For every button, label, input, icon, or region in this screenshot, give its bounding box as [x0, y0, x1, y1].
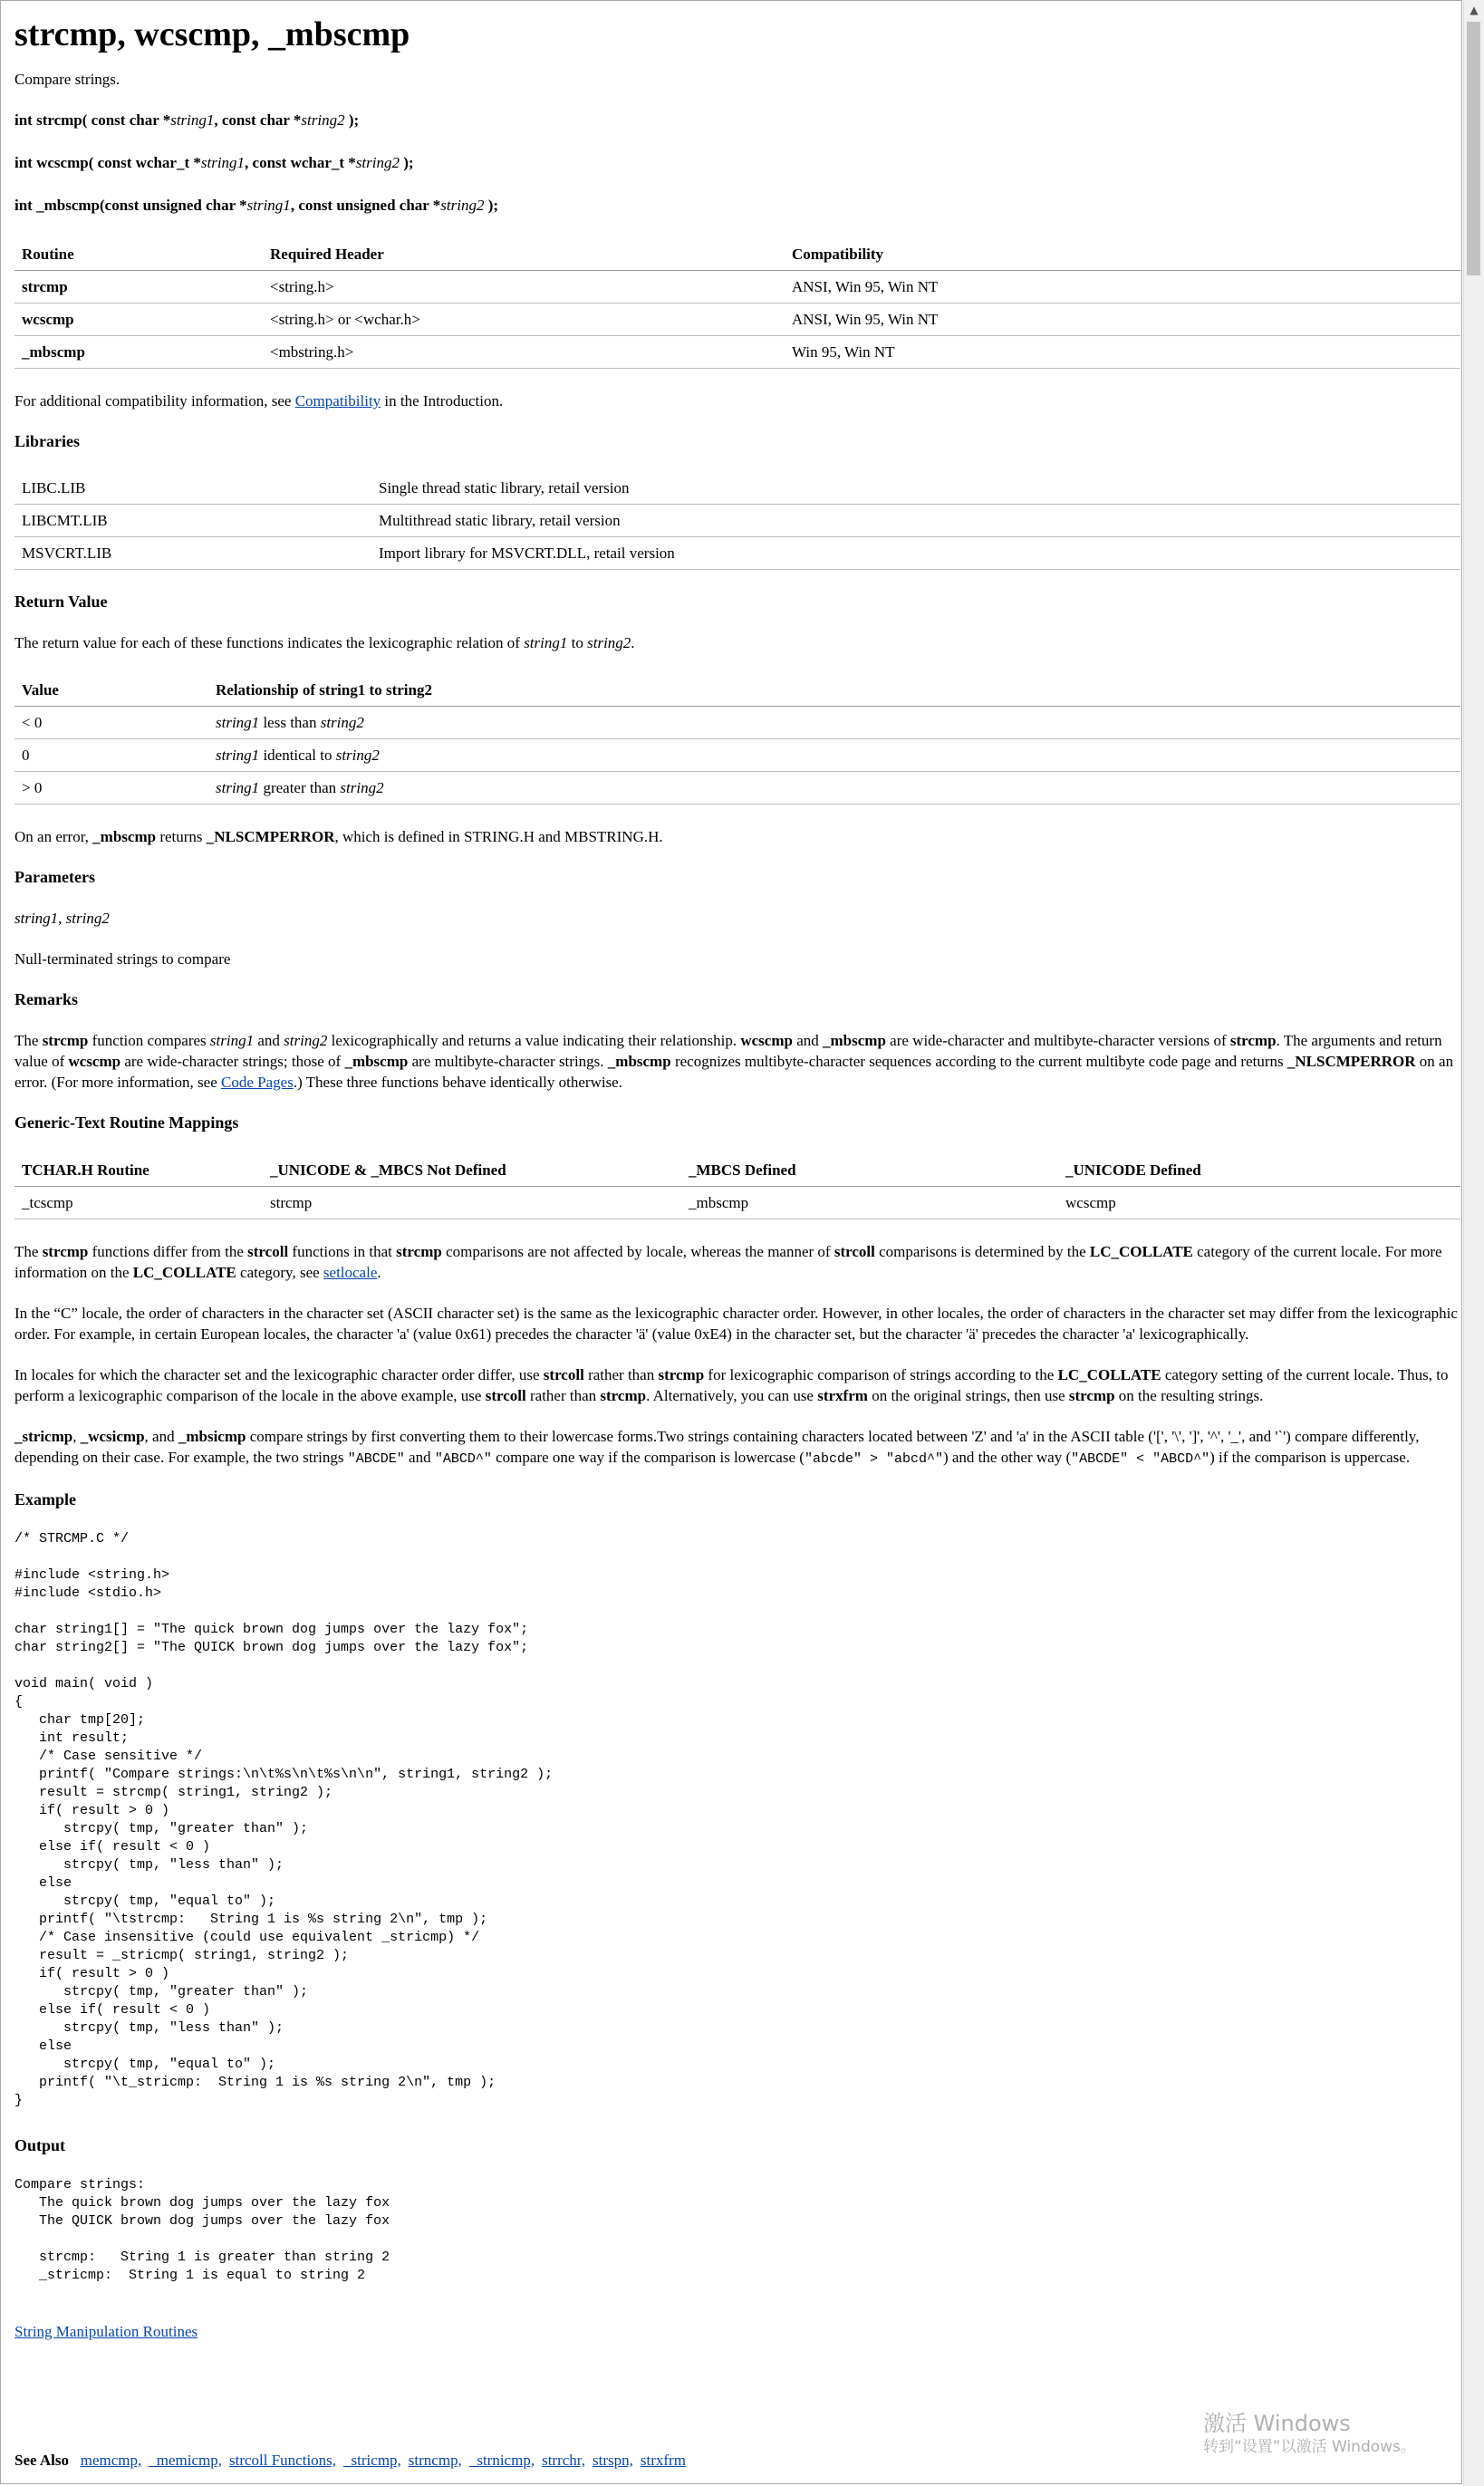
- proto-arg2: string2: [355, 154, 400, 171]
- bold-term: _mbscmp: [823, 1032, 886, 1049]
- proto-arg2: string2: [301, 111, 345, 129]
- table-cell: strcmp: [263, 1187, 681, 1219]
- text-run: comparisons is determined by the: [874, 1243, 1090, 1260]
- text-run: functions differ from the: [88, 1243, 248, 1260]
- example-heading: Example: [14, 1490, 77, 1508]
- text-run: and: [254, 1032, 284, 1049]
- see-also-link[interactable]: strspn,: [593, 2452, 633, 2469]
- proto-arg2: string2: [440, 197, 485, 214]
- column-header: Value: [14, 673, 208, 707]
- compatibility-table: [14, 237, 1460, 369]
- vertical-scrollbar[interactable]: [1463, 0, 1484, 2486]
- table-cell: <mbstring.h>: [263, 336, 785, 369]
- see-also-link[interactable]: memcmp,: [80, 2452, 142, 2469]
- text-run: ) if the comparison is uppercase.: [1209, 1449, 1411, 1466]
- table-cell: _tcscmp: [14, 1187, 263, 1219]
- table-cell: Import library for MSVCRT.DLL, retail version: [371, 537, 1460, 570]
- table-cell: [14, 271, 263, 304]
- table-cell: _mbscmp: [681, 1187, 1058, 1219]
- rel-arg1: string1: [216, 714, 260, 731]
- inline-code: "abcde" > "abcd^": [804, 1451, 943, 1467]
- table-cell: ANSI, Win 95, Win NT: [785, 271, 1460, 304]
- rv-intro-mid: to: [567, 634, 588, 651]
- table-header-row: [14, 673, 1460, 707]
- proto-text: , const wchar_t *: [245, 154, 356, 171]
- proto-text: int strcmp( const char *: [14, 111, 171, 129]
- text-run: category setting of the current locale. Thus, to perform a lexicographic comparison of the locale in the above example, use: [14, 1366, 1449, 1404]
- routines-paragraph: [14, 2321, 1460, 2342]
- table-cell: [14, 304, 263, 336]
- text-run: rather than: [525, 1387, 601, 1404]
- text-run: for lexicographic comparison of strings according to the: [704, 1366, 1058, 1383]
- bold-term: _mbsicmp: [178, 1428, 246, 1445]
- text-run: on an error. (For more information, see: [14, 1053, 1454, 1091]
- remarks-paragraph-3: [14, 1426, 1460, 1469]
- text-run: ,: [72, 1428, 81, 1445]
- mappings-heading: Generic-Text Routine Mappings: [14, 1113, 239, 1132]
- table-row: [14, 772, 1460, 805]
- rel-text: greater than: [259, 779, 341, 796]
- text-run: compare one way if the comparison is lowercase (: [491, 1449, 805, 1466]
- table-cell: <string.h>: [263, 271, 785, 304]
- prototypes: [14, 110, 1460, 216]
- relationship-cell: [208, 739, 1460, 772]
- text-run: compare strings by first converting them to their lowercase forms.Two strings containing characters located between 'Z' and 'a' in the ASCII table ('[', '\', ']', '^', '_', and '`') compare differently, depending on their case. For example, the two strings: [14, 1428, 1420, 1466]
- watermark-line1: 激活 Windows: [1203, 2411, 1351, 2436]
- bold-term: strcmp: [1068, 1387, 1115, 1404]
- table-cell: <string.h> or <wchar.h>: [263, 304, 785, 336]
- text-run: The: [14, 1243, 43, 1260]
- text-run: , and: [144, 1428, 178, 1445]
- see-also-link[interactable]: strxfrm: [640, 2452, 686, 2469]
- rv-intro-text: The return value for each of these functions indicates the lexicographic relation of: [14, 634, 525, 651]
- error-note-text: On an error,: [14, 828, 93, 845]
- summary: Compare strings.: [14, 71, 120, 88]
- string-routines-link[interactable]: String Manipulation Routines: [14, 2323, 198, 2340]
- routine-name: strcmp: [22, 278, 68, 295]
- bold-term: _mbscmp: [344, 1053, 409, 1070]
- table-row: [14, 304, 1460, 336]
- bold-term: strcoll: [543, 1366, 584, 1383]
- see-also-link[interactable]: _stricmp,: [343, 2452, 401, 2469]
- return-value-cell: 0: [14, 739, 208, 772]
- compatibility-link[interactable]: Compatibility: [294, 392, 381, 410]
- proto-text: , const unsigned char *: [290, 197, 441, 214]
- text-run: and: [792, 1032, 824, 1049]
- error-note-fn: _mbscmp: [92, 828, 157, 845]
- bold-term: strcmp: [1229, 1032, 1277, 1049]
- inline-link[interactable]: Code Pages: [221, 1074, 294, 1091]
- table-row: [14, 472, 1460, 505]
- bold-term: _mbscmp: [607, 1053, 671, 1070]
- text-run: In the “C” locale, the order of characters in the character set (ASCII character set) is the same as the lexicographic character order. However, in other locales, the order of characters in the character set may differ from the lexicographic order. For example, in certain European locales, the character 'a' (value 0x61) precedes the character 'ä' (value 0xE4) in the character set, but the character 'ä' precedes the character 'a' lexicographically.: [14, 1305, 1458, 1343]
- bold-term: _wcsicmp: [80, 1428, 145, 1445]
- column-header: Relationship of string1 to string2: [208, 673, 1460, 707]
- proto-arg1: string1: [246, 197, 291, 214]
- rel-arg1: string1: [216, 779, 260, 796]
- text-run: are multibyte-character strings.: [408, 1053, 608, 1070]
- remarks-paragraph-0: [14, 1241, 1460, 1283]
- parameter-names-text: string1, string2: [14, 910, 110, 927]
- libraries-heading: Libraries: [14, 432, 80, 450]
- remarks-details: [14, 1241, 1460, 1469]
- text-run: functions in that: [288, 1243, 397, 1260]
- error-note: [14, 826, 1460, 847]
- windows-activation-watermark: [1203, 2410, 1416, 2457]
- scroll-thumb[interactable]: [1467, 22, 1480, 275]
- table-cell: MSVCRT.LIB: [14, 537, 371, 570]
- rel-arg1: string1: [216, 747, 260, 764]
- table-row: [14, 336, 1460, 369]
- scroll-up-arrow-icon[interactable]: ▲: [1464, 0, 1484, 20]
- italic-term: string1: [209, 1032, 255, 1049]
- bold-term: LC_COLLATE: [1057, 1366, 1161, 1383]
- text-run: on the resulting strings.: [1114, 1387, 1264, 1404]
- proto-arg1: string1: [170, 111, 215, 129]
- see-also-link[interactable]: strncmp,: [408, 2452, 462, 2469]
- error-note-const: _NLSCMPERROR: [206, 828, 335, 845]
- proto-text: );: [344, 111, 360, 129]
- bold-term: wcscmp: [740, 1032, 793, 1049]
- rel-arg2: string2: [320, 714, 364, 731]
- routine-name: _mbscmp: [22, 343, 85, 361]
- text-run: lexicographically and returns a value indicating their relationship.: [327, 1032, 741, 1049]
- see-also-links: [81, 2452, 693, 2469]
- return-value-heading: Return Value: [14, 593, 108, 611]
- proto-text: int _mbscmp(const unsigned char *: [14, 197, 247, 214]
- table-row: [14, 271, 1460, 304]
- return-value-intro: [14, 632, 1460, 653]
- column-header: _UNICODE & _MBCS Not Defined: [263, 1153, 681, 1187]
- relationship-cell: [208, 707, 1460, 739]
- text-run: are wide-character strings; those of: [120, 1053, 345, 1070]
- see-also-link[interactable]: strcoll Functions,: [228, 2452, 337, 2469]
- bold-term: _NLSCMPERROR: [1286, 1053, 1416, 1070]
- column-header: TCHAR.H Routine: [14, 1153, 263, 1187]
- remarks-paragraph-2: [14, 1364, 1460, 1406]
- example-code: /* STRCMP.C */ #include <string.h> #include <stdio.h> char string1[] = "The quick brown dog jumps over the lazy fox"; char string2[] = "The QUICK brown dog jumps over the lazy fox"; void main( void ) { char tmp[20]; int result; /* Case sensitive */ printf( "Compare strings:\n\t%s\n\t%s\n\n", string1, string2 ); result = strcmp( string1, string2 ); if( result > 0 ) strcpy( tmp, "greater than" ); else if( result < 0 ) strcpy( tmp, "less than" ); else strcpy( tmp, "equal to" ); printf( "\tstrcmp: String 1 is %s string 2\n", tmp ); /* Case insensitive (could use equivalent _stricmp) */ result = _stricmp( string1, string2 ); if( result > 0 ) strcpy( tmp, "greater than" ); else if( result < 0 ) strcpy( tmp, "less than" ); else strcpy( tmp, "equal to" ); printf( "\t_stricmp: String 1 is %s string 2\n", tmp ); }: [14, 1531, 554, 2108]
- remarks-heading: Remarks: [14, 990, 78, 1008]
- inline-code: "ABCDE": [347, 1451, 405, 1467]
- inline-code: "ABCD^": [434, 1451, 492, 1467]
- proto-text: , const char *: [214, 111, 302, 129]
- table-cell: Single thread static library, retail version: [371, 472, 1460, 505]
- compat-note-tail: in the Introduction.: [381, 392, 504, 410]
- see-also: [14, 2452, 693, 2470]
- text-run: .) These three functions behave identically otherwise.: [293, 1074, 622, 1091]
- table-cell: LIBCMT.LIB: [14, 505, 371, 537]
- bold-term: strcoll: [834, 1243, 875, 1260]
- table-row: [14, 707, 1460, 739]
- page-title: strcmp, wcscmp, _mbscmp: [14, 15, 410, 53]
- text-run: category, see: [236, 1264, 323, 1281]
- table-row: [14, 1187, 1460, 1219]
- text-run: function compares: [88, 1032, 210, 1049]
- bold-term: strcmp: [600, 1387, 647, 1404]
- bold-term: LC_COLLATE: [132, 1264, 236, 1281]
- text-run: In locales for which the character set and the lexicographic character order differ, use: [14, 1366, 544, 1383]
- rel-text: less than: [259, 714, 321, 731]
- parameter-desc: Null-terminated strings to compare: [14, 950, 231, 968]
- return-value-table: [14, 673, 1460, 805]
- text-run: recognizes multibyte-character sequences according to the current multibyte code page and returns: [670, 1053, 1287, 1070]
- text-run: . The arguments and return value of: [14, 1032, 1442, 1070]
- table-cell: wcscmp: [1058, 1187, 1460, 1219]
- see-also-link[interactable]: strrchr,: [542, 2452, 586, 2469]
- proto-arg1: string1: [200, 154, 246, 171]
- rel-arg2: string2: [335, 747, 380, 764]
- routine-name: wcscmp: [22, 311, 74, 328]
- bold-term: _stricmp: [14, 1428, 73, 1445]
- see-also-label: See Also: [14, 2452, 69, 2469]
- proto-text: );: [484, 197, 499, 214]
- table-row: [14, 537, 1460, 570]
- parameter-names: [14, 908, 1460, 929]
- text-run: ) and the other way (: [942, 1449, 1072, 1466]
- text-run: . Alternatively, you can use: [646, 1387, 818, 1404]
- bold-term: strcoll: [485, 1387, 526, 1404]
- rv-intro-end: .: [631, 634, 635, 651]
- text-run: are wide-character and multibyte-character versions of: [885, 1032, 1230, 1049]
- bold-term: strcmp: [42, 1243, 89, 1260]
- table-cell: ANSI, Win 95, Win NT: [785, 304, 1460, 336]
- column-header: Routine: [14, 237, 263, 271]
- document-body: [14, 11, 1460, 2362]
- output-code: Compare strings: The quick brown dog jumps over the lazy fox The QUICK brown dog jumps over the lazy fox strcmp: String 1 is greater than string 2 _stricmp: String 1 is equal to string 2: [14, 2177, 390, 2283]
- bold-term: LC_COLLATE: [1089, 1243, 1193, 1260]
- return-value-cell: < 0: [14, 707, 208, 739]
- column-header: Compatibility: [785, 237, 1460, 271]
- text-run: .: [377, 1264, 381, 1281]
- mappings-table: [14, 1153, 1460, 1219]
- bold-term: strcmp: [42, 1032, 89, 1049]
- table-header-row: [14, 1153, 1460, 1187]
- inline-code: "ABCDE" < "ABCD^": [1071, 1451, 1210, 1467]
- error-note-end: , which is defined in STRING.H and MBSTRING.H.: [334, 828, 663, 845]
- bold-term: strcmp: [396, 1243, 442, 1260]
- libraries-table: [14, 472, 1460, 570]
- inline-link[interactable]: setlocale: [323, 1264, 378, 1281]
- watermark-line2: 转到“设置”以激活 Windows。: [1203, 2438, 1416, 2456]
- text-run: comparisons are not affected by locale, whereas the manner of: [441, 1243, 834, 1260]
- bold-term: wcscmp: [68, 1053, 121, 1070]
- table-cell: [14, 336, 263, 369]
- return-value-cell: > 0: [14, 772, 208, 805]
- rel-arg2: string2: [340, 779, 384, 796]
- column-header: _MBCS Defined: [681, 1153, 1058, 1187]
- bold-term: strcoll: [247, 1243, 289, 1260]
- compat-note: [14, 390, 1460, 411]
- text-run: and: [404, 1449, 435, 1466]
- proto-text: int wcscmp( const wchar_t *: [14, 154, 201, 171]
- italic-term: string2: [284, 1032, 328, 1049]
- table-cell: Win 95, Win NT: [785, 336, 1460, 369]
- rel-text: identical to: [259, 747, 336, 764]
- output-heading: Output: [14, 2136, 66, 2154]
- see-also-link[interactable]: _memicmp,: [149, 2452, 222, 2469]
- prototype-2: [14, 195, 1460, 216]
- rv-intro-arg2: string2: [587, 634, 631, 651]
- text-run: rather than: [583, 1366, 659, 1383]
- compat-note-text: For additional compatibility information, see: [14, 392, 295, 410]
- see-also-link[interactable]: _strnicmp,: [468, 2452, 535, 2469]
- parameters-heading: Parameters: [14, 868, 95, 886]
- table-cell: Multithread static library, retail version: [371, 505, 1460, 537]
- bold-term: strxfrm: [817, 1387, 868, 1404]
- bold-term: strcmp: [658, 1366, 705, 1383]
- column-header: _UNICODE Defined: [1058, 1153, 1460, 1187]
- table-cell: LIBC.LIB: [14, 472, 371, 505]
- text-run: on the original strings, then use: [867, 1387, 1069, 1404]
- text-run: category of the current locale. For more information on the: [14, 1243, 1442, 1281]
- prototype-1: [14, 152, 1460, 173]
- table-row: [14, 505, 1460, 537]
- column-header: Required Header: [263, 237, 785, 271]
- table-row: [14, 739, 1460, 772]
- text-run: The: [14, 1032, 43, 1049]
- proto-text: );: [400, 154, 414, 171]
- remarks-paragraph-1: [14, 1303, 1460, 1344]
- error-note-mid: returns: [156, 828, 207, 845]
- relationship-cell: [208, 772, 1460, 805]
- prototype-0: [14, 110, 1460, 130]
- rv-intro-arg1: string1: [524, 634, 568, 651]
- remarks-paragraph: [14, 1030, 1460, 1093]
- table-header-row: [14, 237, 1460, 271]
